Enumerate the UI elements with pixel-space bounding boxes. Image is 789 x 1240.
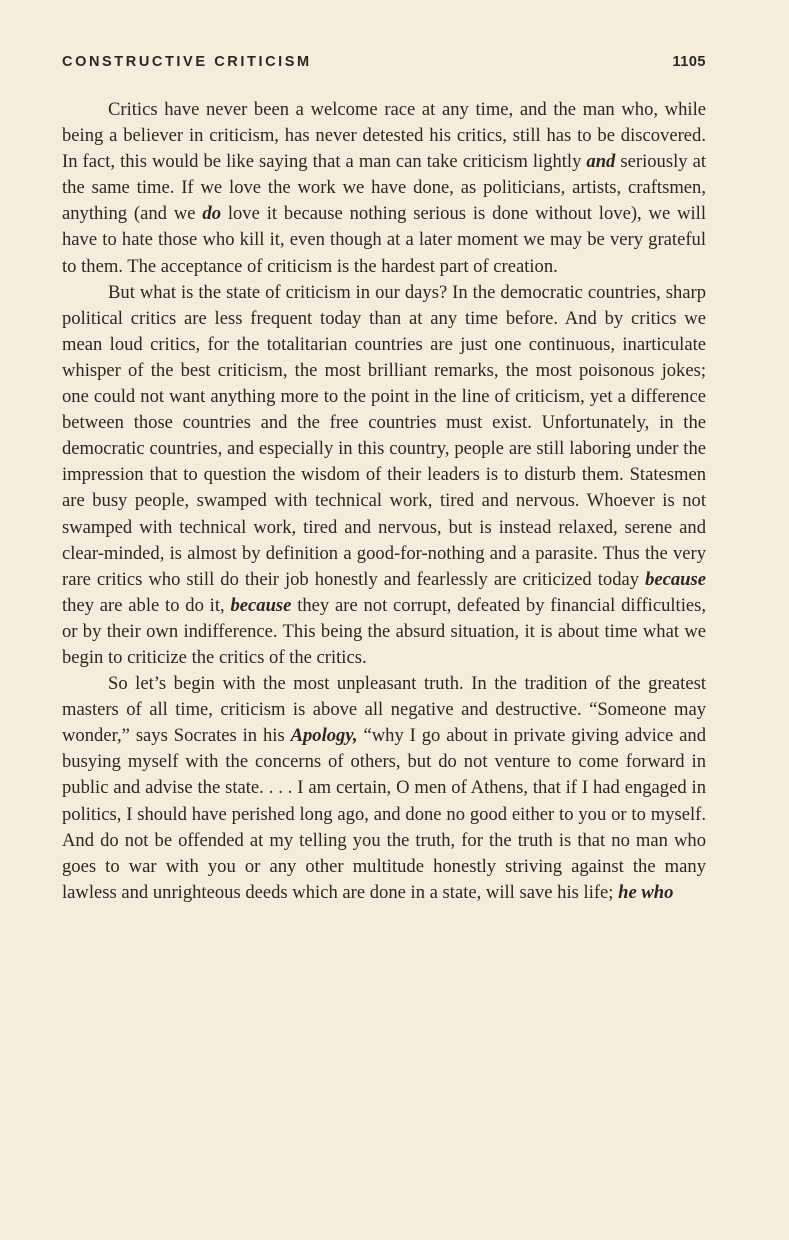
text-run: they are not corrupt, defeated by financial difficulties, or by their own indifference. This being the absurd situation, it is about time what we begin to criticize the critics of the critics. bbox=[62, 594, 706, 668]
running-title: CONSTRUCTIVE CRITICISM bbox=[62, 54, 312, 70]
text-run: seriously at the same time. If we love the work we have done, as politicians, artists, craftsmen, anything (and we bbox=[62, 151, 706, 225]
text-run: they are able to do it, bbox=[62, 594, 231, 616]
body-text bbox=[62, 97, 706, 906]
text-run: But what is the state of criticism in our days? In the democratic countries, sharp political critics are less frequent today than at any time before. And by critics we mean loud critics, for the totalitarian countries are just one continuous, inarticulate whisper of the best criticism, the most brilliant remarks, the most poisonous jokes; one could not want anything more to the point in the line of criticism, yet a difference between those countries and the free countries must exist. Unfortunately, in the democratic countries, and especially in this country, people are still laboring under the impression that to question the wisdom of their leaders is to disturb them. Statesmen are busy people, swamped with technical work, tired and nervous. Whoever is not swamped with technical work, tired and nervous, but is instead relaxed, serene and clear-minded, is almost by definition a good-for-nothing and a parasite. Thus the very rare critics who still do their job honestly and fearlessly are criticized today bbox=[62, 281, 706, 590]
emphasis-and: and bbox=[586, 151, 616, 173]
page-number: 1105 bbox=[672, 54, 706, 70]
emphasis-apology: Apology, bbox=[290, 725, 358, 747]
emphasis-he-who: he who bbox=[618, 881, 674, 903]
paragraph-3 bbox=[62, 671, 706, 906]
text-run: Critics have never been a welcome race at any time, and the man who, while being a believer in criticism, has never detested his critics, still has to be discovered. In fact, this would be like saying that a man can take criticism lightly bbox=[62, 99, 706, 173]
text-run: “why I go about in private giving advice and busying myself with the concerns of others, but do not venture to come forward in public and advise the state. . . . I am certain, O men of Athens, that if I had engaged in politics, I should have perished long ago, and done no good either to you or to myself. And do not be offended at my telling you the truth, for the truth is that no man who goes to war with you or any other multitude honestly striving against the many lawless and unrighteous deeds which are done in a state, will save his life; bbox=[62, 725, 706, 903]
paragraph-1 bbox=[62, 97, 706, 280]
emphasis-because: because bbox=[645, 568, 706, 590]
text-run: love it because nothing serious is done without love), we will have to hate those who kill it, even though at a later moment we may be very grateful to them. The acceptance of criticism is the hardest part of creation. bbox=[62, 203, 706, 277]
running-head bbox=[62, 54, 706, 78]
emphasis-because: because bbox=[230, 594, 292, 616]
text-run: So let’s begin with the most unpleasant truth. In the tradition of the greatest masters of all time, criticism is above all negative and destructive. “Someone may wonder,” says Socrates in his bbox=[62, 673, 706, 747]
paragraph-2 bbox=[62, 280, 706, 671]
emphasis-do: do bbox=[202, 203, 221, 225]
